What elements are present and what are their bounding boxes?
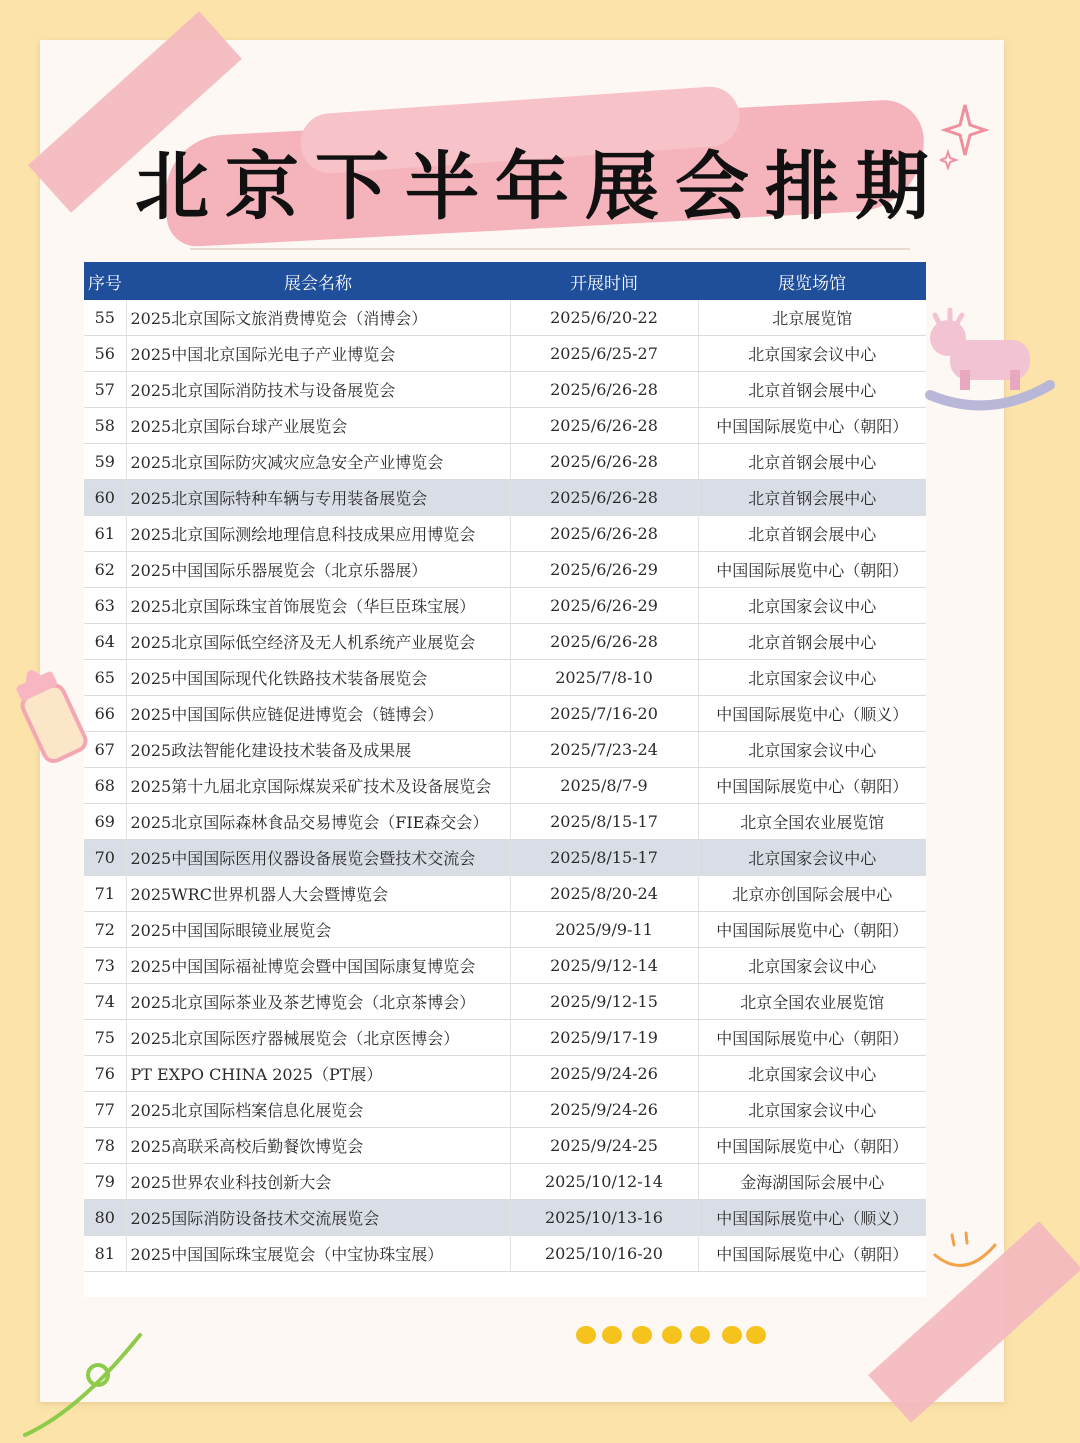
exhibition-date: 2025/9/12-15 [510,984,698,1020]
row-number: 64 [84,624,126,660]
exhibition-venue: 北京国家会议中心 [698,1092,926,1128]
row-number: 78 [84,1128,126,1164]
exhibition-name: 2025中国国际眼镜业展览会 [126,912,510,948]
exhibition-date: 2025/9/17-19 [510,1020,698,1056]
exhibition-table [84,262,926,1297]
table-row [84,1020,926,1056]
table-row [84,300,926,336]
table-row [84,696,926,732]
exhibition-date: 2025/8/15-17 [510,804,698,840]
exhibition-name: 2025北京国际消防技术与设备展览会 [126,372,510,408]
exhibition-date: 2025/9/24-26 [510,1056,698,1092]
exhibition-venue: 北京国家会议中心 [698,660,926,696]
table-row [84,1092,926,1128]
exhibition-venue: 中国国际展览中心（顺义） [698,696,926,732]
exhibition-name: 2025中国北京国际光电子产业博览会 [126,336,510,372]
exhibition-venue: 金海湖国际会展中心 [698,1164,926,1200]
table-row [84,1200,926,1236]
table-row [84,624,926,660]
exhibition-name: 2025北京国际低空经济及无人机系统产业展览会 [126,624,510,660]
exhibition-venue: 北京国家会议中心 [698,1056,926,1092]
exhibition-name: 2025北京国际医疗器械展览会（北京医博会） [126,1020,510,1056]
exhibition-venue: 北京展览馆 [698,300,926,336]
exhibition-date: 2025/7/23-24 [510,732,698,768]
exhibition-name: 2025政法智能化建设技术装备及成果展 [126,732,510,768]
exhibition-venue: 北京首钢会展中心 [698,624,926,660]
exhibition-date: 2025/9/24-25 [510,1128,698,1164]
table-header-row [84,262,926,300]
table-row [84,912,926,948]
exhibition-name: 2025第十九届北京国际煤炭采矿技术及设备展览会 [126,768,510,804]
exhibition-name: 2025北京国际森林食品交易博览会（FIE森交会） [126,804,510,840]
exhibition-date: 2025/6/26-28 [510,624,698,660]
exhibition-venue: 北京首钢会展中心 [698,444,926,480]
table-row [84,732,926,768]
exhibition-venue: 中国国际展览中心（朝阳） [698,408,926,444]
exhibition-name: 2025北京国际特种车辆与专用装备展览会 [126,480,510,516]
smile-doodle-icon [930,1225,1000,1275]
exhibition-venue: 中国国际展览中心（顺义） [698,1200,926,1236]
exhibition-venue: 北京国家会议中心 [698,336,926,372]
decorative-dots [576,1324,776,1348]
exhibition-name: 2025北京国际珠宝首饰展览会（华巨臣珠宝展） [126,588,510,624]
exhibition-name: 2025中国国际珠宝展览会（中宝协珠宝展） [126,1236,510,1272]
exhibition-date: 2025/9/12-14 [510,948,698,984]
exhibition-venue: 中国国际展览中心（朝阳） [698,552,926,588]
row-number: 72 [84,912,126,948]
exhibition-date: 2025/6/25-27 [510,336,698,372]
exhibition-date: 2025/6/26-28 [510,444,698,480]
exhibition-name: 2025国际消防设备技术交流展览会 [126,1200,510,1236]
table-row [84,336,926,372]
exhibition-date: 2025/9/24-26 [510,1092,698,1128]
exhibition-name: 2025北京国际测绘地理信息科技成果应用博览会 [126,516,510,552]
row-number: 73 [84,948,126,984]
exhibition-name: 2025北京国际文旅消费博览会（消博会） [126,300,510,336]
row-number: 59 [84,444,126,480]
exhibition-name: PT EXPO CHINA 2025（PT展） [126,1056,510,1092]
exhibition-date: 2025/8/7-9 [510,768,698,804]
exhibition-name: 2025北京国际档案信息化展览会 [126,1092,510,1128]
table-row [84,1128,926,1164]
exhibition-venue: 北京国家会议中心 [698,948,926,984]
exhibition-venue: 北京全国农业展览馆 [698,984,926,1020]
exhibition-name: 2025中国国际供应链促进博览会（链博会） [126,696,510,732]
exhibition-venue: 中国国际展览中心（朝阳） [698,768,926,804]
row-number: 57 [84,372,126,408]
exhibition-date: 2025/6/20-22 [510,300,698,336]
table-row [84,372,926,408]
table-row [84,516,926,552]
table-row [84,588,926,624]
row-number: 69 [84,804,126,840]
table-row [84,840,926,876]
exhibition-name: 2025北京国际茶业及茶艺博览会（北京茶博会） [126,984,510,1020]
exhibition-date: 2025/7/16-20 [510,696,698,732]
exhibition-name: 2025北京国际台球产业展览会 [126,408,510,444]
exhibition-venue: 中国国际展览中心（朝阳） [698,912,926,948]
table-row [84,444,926,480]
exhibition-date: 2025/10/16-20 [510,1236,698,1272]
table-row [84,408,926,444]
row-number: 68 [84,768,126,804]
row-number: 80 [84,1200,126,1236]
table-row [84,948,926,984]
exhibition-name: 2025高联采高校后勤餐饮博览会 [126,1128,510,1164]
table-row [84,1164,926,1200]
row-number: 79 [84,1164,126,1200]
exhibition-date: 2025/6/26-28 [510,480,698,516]
exhibition-venue: 北京首钢会展中心 [698,516,926,552]
table-row [84,480,926,516]
exhibition-name: 2025世界农业科技创新大会 [126,1164,510,1200]
vine-doodle-icon [20,1330,160,1440]
row-number: 77 [84,1092,126,1128]
table-row [84,804,926,840]
exhibition-name: 2025中国国际乐器展览会（北京乐器展） [126,552,510,588]
exhibition-date: 2025/10/12-14 [510,1164,698,1200]
table-row [84,552,926,588]
row-number: 55 [84,300,126,336]
row-number: 66 [84,696,126,732]
table-row [84,1236,926,1272]
row-number: 63 [84,588,126,624]
exhibition-name: 2025北京国际防灾减灾应急安全产业博览会 [126,444,510,480]
table-row [84,660,926,696]
exhibition-date: 2025/8/20-24 [510,876,698,912]
exhibition-name: 2025中国国际福祉博览会暨中国国际康复博览会 [126,948,510,984]
exhibition-venue: 中国国际展览中心（朝阳） [698,1128,926,1164]
header-venue: 展览场馆 [698,262,926,300]
title-divider [190,248,910,250]
row-number: 61 [84,516,126,552]
exhibition-venue: 北京全国农业展览馆 [698,804,926,840]
row-number: 56 [84,336,126,372]
exhibition-date: 2025/9/9-11 [510,912,698,948]
exhibition-venue: 中国国际展览中心（朝阳） [698,1236,926,1272]
table-row [84,1056,926,1092]
row-number: 76 [84,1056,126,1092]
exhibition-date: 2025/6/26-29 [510,552,698,588]
row-number: 62 [84,552,126,588]
baby-bottle-icon [8,660,88,770]
row-number: 60 [84,480,126,516]
table-row [84,768,926,804]
row-number: 70 [84,840,126,876]
table-row [84,984,926,1020]
exhibition-date: 2025/6/26-28 [510,408,698,444]
exhibition-venue: 北京国家会议中心 [698,840,926,876]
exhibition-date: 2025/10/13-16 [510,1200,698,1236]
header-date: 开展时间 [510,262,698,300]
page-title: 北京下半年展会排期 [135,144,945,230]
row-number: 67 [84,732,126,768]
row-number: 81 [84,1236,126,1272]
header-no: 序号 [84,262,126,300]
exhibition-venue: 北京国家会议中心 [698,732,926,768]
row-number: 75 [84,1020,126,1056]
row-number: 65 [84,660,126,696]
row-number: 71 [84,876,126,912]
exhibition-date: 2025/6/26-29 [510,588,698,624]
table-row [84,876,926,912]
exhibition-date: 2025/6/26-28 [510,372,698,408]
exhibition-venue: 北京国家会议中心 [698,588,926,624]
exhibition-venue: 中国国际展览中心（朝阳） [698,1020,926,1056]
exhibition-date: 2025/7/8-10 [510,660,698,696]
exhibition-date: 2025/6/26-28 [510,516,698,552]
exhibition-venue: 北京首钢会展中心 [698,372,926,408]
exhibition-date: 2025/8/15-17 [510,840,698,876]
row-number: 74 [84,984,126,1020]
rocking-horse-icon [920,300,1060,420]
sparkle-icon [940,100,990,170]
exhibition-name: 2025中国国际现代化铁路技术装备展览会 [126,660,510,696]
row-number: 58 [84,408,126,444]
exhibition-name: 2025WRC世界机器人大会暨博览会 [126,876,510,912]
exhibition-venue: 北京亦创国际会展中心 [698,876,926,912]
exhibition-venue: 北京首钢会展中心 [698,480,926,516]
header-name: 展会名称 [126,262,510,300]
exhibition-name: 2025中国国际医用仪器设备展览会暨技术交流会 [126,840,510,876]
